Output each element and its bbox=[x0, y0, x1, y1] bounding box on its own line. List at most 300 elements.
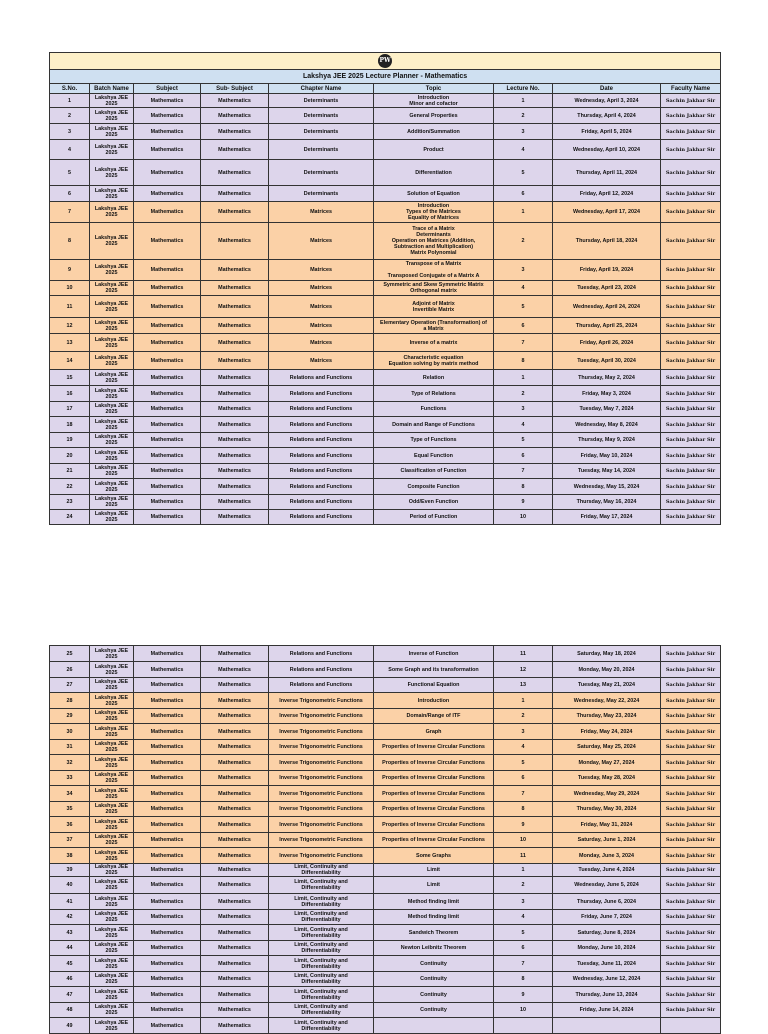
batch-cell: Lakshya JEE 2025 bbox=[90, 510, 134, 525]
lecture-no-cell: 6 bbox=[494, 771, 553, 786]
sno-cell: 15 bbox=[50, 370, 90, 386]
sub-subject-cell: Mathematics bbox=[201, 987, 269, 1003]
lecture-no-cell: 5 bbox=[494, 296, 553, 318]
chapter-cell: Inverse Trigonometric Functions bbox=[269, 802, 374, 817]
faculty-cell: Sachin Jakhar Sir bbox=[661, 386, 721, 402]
sub-subject-cell: Mathematics bbox=[201, 740, 269, 755]
batch-cell: Lakshya JEE 2025 bbox=[90, 864, 134, 877]
sno-cell: 22 bbox=[50, 479, 90, 495]
topic-cell: Period of Function bbox=[374, 510, 494, 525]
chapter-cell: Relations and Functions bbox=[269, 448, 374, 464]
faculty-cell: Sachin Jakhar Sir bbox=[661, 894, 721, 910]
sno-cell: 47 bbox=[50, 987, 90, 1003]
faculty-cell: Sachin Jakhar Sir bbox=[661, 202, 721, 223]
topic-cell: Method finding limit bbox=[374, 894, 494, 910]
date-cell: Friday, April 5, 2024 bbox=[553, 124, 661, 140]
batch-cell: Lakshya JEE 2025 bbox=[90, 1018, 134, 1034]
topic-cell: Adjoint of Matrix Invertible Matrix bbox=[374, 296, 494, 318]
subject-cell: Mathematics bbox=[134, 260, 201, 281]
table-row bbox=[50, 318, 721, 334]
date-cell: Thursday, June 13, 2024 bbox=[553, 987, 661, 1003]
sno-cell: 19 bbox=[50, 433, 90, 448]
subject-cell: Mathematics bbox=[134, 1003, 201, 1018]
subject-cell: Mathematics bbox=[134, 433, 201, 448]
subject-cell: Mathematics bbox=[134, 802, 201, 817]
table-row bbox=[50, 662, 721, 678]
faculty-cell: Sachin Jakhar Sir bbox=[661, 848, 721, 864]
sub-subject-cell: Mathematics bbox=[201, 124, 269, 140]
subject-cell: Mathematics bbox=[134, 662, 201, 678]
batch-cell: Lakshya JEE 2025 bbox=[90, 678, 134, 693]
topic-cell: Functions bbox=[374, 402, 494, 417]
faculty-cell: Sachin Jakhar Sir bbox=[661, 281, 721, 296]
batch-cell: Lakshya JEE 2025 bbox=[90, 318, 134, 334]
date-cell: Wednesday, May 8, 2024 bbox=[553, 417, 661, 433]
date-cell: Tuesday, April 23, 2024 bbox=[553, 281, 661, 296]
faculty-cell: Sachin Jakhar Sir bbox=[661, 296, 721, 318]
topic-cell: Symmetric and Skew Symmetric Matrix Orthogonal matrix bbox=[374, 281, 494, 296]
lecture-no-cell: 6 bbox=[494, 318, 553, 334]
topic-cell: Equal Function bbox=[374, 448, 494, 464]
sno-cell: 32 bbox=[50, 755, 90, 771]
batch-cell: Lakshya JEE 2025 bbox=[90, 1003, 134, 1018]
faculty-cell: Sachin Jakhar Sir bbox=[661, 160, 721, 186]
table-row bbox=[50, 386, 721, 402]
batch-cell: Lakshya JEE 2025 bbox=[90, 910, 134, 925]
faculty-cell: Sachin Jakhar Sir bbox=[661, 510, 721, 525]
subject-cell: Mathematics bbox=[134, 124, 201, 140]
sno-cell: 18 bbox=[50, 417, 90, 433]
sno-cell: 3 bbox=[50, 124, 90, 140]
table-row bbox=[50, 709, 721, 724]
date-cell: Wednesday, April 10, 2024 bbox=[553, 140, 661, 160]
chapter-cell: Limit, Continuity and Differentiability bbox=[269, 910, 374, 925]
subject-cell: Mathematics bbox=[134, 864, 201, 877]
topic-cell: Inverse of a matrix bbox=[374, 334, 494, 352]
topic-cell: Properties of Inverse Circular Functions bbox=[374, 740, 494, 755]
date-cell: Saturday, June 1, 2024 bbox=[553, 833, 661, 848]
chapter-cell: Limit, Continuity and Differentiability bbox=[269, 941, 374, 956]
batch-cell: Lakshya JEE 2025 bbox=[90, 724, 134, 740]
sno-cell: 49 bbox=[50, 1018, 90, 1034]
date-cell: Wednesday, April 17, 2024 bbox=[553, 202, 661, 223]
subject-cell: Mathematics bbox=[134, 709, 201, 724]
faculty-cell: Sachin Jakhar Sir bbox=[661, 864, 721, 877]
chapter-cell: Relations and Functions bbox=[269, 417, 374, 433]
table-row bbox=[50, 755, 721, 771]
table-row bbox=[50, 972, 721, 987]
subject-cell: Mathematics bbox=[134, 894, 201, 910]
subject-cell: Mathematics bbox=[134, 972, 201, 987]
table-row bbox=[50, 724, 721, 740]
table-row bbox=[50, 495, 721, 510]
table-row bbox=[50, 510, 721, 525]
sno-cell: 29 bbox=[50, 709, 90, 724]
sno-cell: 23 bbox=[50, 495, 90, 510]
lecture-no-cell: 7 bbox=[494, 334, 553, 352]
faculty-cell: Sachin Jakhar Sir bbox=[661, 334, 721, 352]
chapter-cell: Matrices bbox=[269, 281, 374, 296]
batch-cell: Lakshya JEE 2025 bbox=[90, 972, 134, 987]
lecture-no-cell: 4 bbox=[494, 740, 553, 755]
col-header: Date bbox=[553, 84, 661, 94]
batch-cell: Lakshya JEE 2025 bbox=[90, 662, 134, 678]
date-cell: Wednesday, April 3, 2024 bbox=[553, 94, 661, 108]
chapter-cell: Inverse Trigonometric Functions bbox=[269, 771, 374, 786]
table-row bbox=[50, 817, 721, 833]
date-cell: Monday, June 3, 2024 bbox=[553, 848, 661, 864]
batch-cell: Lakshya JEE 2025 bbox=[90, 160, 134, 186]
batch-cell: Lakshya JEE 2025 bbox=[90, 740, 134, 755]
subject-cell: Mathematics bbox=[134, 510, 201, 525]
lecture-no-cell: 2 bbox=[494, 877, 553, 894]
faculty-cell: Sachin Jakhar Sir bbox=[661, 910, 721, 925]
chapter-cell: Limit, Continuity and Differentiability bbox=[269, 925, 374, 941]
topic-cell: Characteristic equation Equation solving by matrix method bbox=[374, 352, 494, 370]
lecture-no-cell: 5 bbox=[494, 433, 553, 448]
lecture-no-cell: 8 bbox=[494, 479, 553, 495]
topic-cell: Solution of Equation bbox=[374, 186, 494, 202]
col-header: Subject bbox=[134, 84, 201, 94]
faculty-cell: Sachin Jakhar Sir bbox=[661, 833, 721, 848]
sub-subject-cell: Mathematics bbox=[201, 894, 269, 910]
subject-cell: Mathematics bbox=[134, 464, 201, 479]
date-cell: Thursday, June 6, 2024 bbox=[553, 894, 661, 910]
chapter-cell: Determinants bbox=[269, 140, 374, 160]
date-cell: Thursday, May 23, 2024 bbox=[553, 709, 661, 724]
date-cell: Monday, May 20, 2024 bbox=[553, 662, 661, 678]
batch-cell: Lakshya JEE 2025 bbox=[90, 124, 134, 140]
chapter-cell: Relations and Functions bbox=[269, 678, 374, 693]
faculty-cell: Sachin Jakhar Sir bbox=[661, 433, 721, 448]
subject-cell: Mathematics bbox=[134, 925, 201, 941]
lecture-no-cell: 10 bbox=[494, 510, 553, 525]
sno-cell: 7 bbox=[50, 202, 90, 223]
planner-title: Lakshya JEE 2025 Lecture Planner - Mathematics bbox=[50, 70, 721, 84]
sub-subject-cell: Mathematics bbox=[201, 693, 269, 709]
topic-cell: Relation bbox=[374, 370, 494, 386]
sub-subject-cell: Mathematics bbox=[201, 186, 269, 202]
sno-cell: 33 bbox=[50, 771, 90, 786]
subject-cell: Mathematics bbox=[134, 495, 201, 510]
faculty-cell: Sachin Jakhar Sir bbox=[661, 724, 721, 740]
faculty-cell: Sachin Jakhar Sir bbox=[661, 318, 721, 334]
faculty-cell: Sachin Jakhar Sir bbox=[661, 987, 721, 1003]
sub-subject-cell: Mathematics bbox=[201, 334, 269, 352]
date-cell: Tuesday, June 11, 2024 bbox=[553, 956, 661, 972]
date-cell: Friday, May 24, 2024 bbox=[553, 724, 661, 740]
lecture-no-cell: 3 bbox=[494, 402, 553, 417]
lecture-no-cell: 2 bbox=[494, 223, 553, 260]
topic-cell: Some Graphs bbox=[374, 848, 494, 864]
lecture-no-cell: 9 bbox=[494, 987, 553, 1003]
lecture-no-cell: 5 bbox=[494, 925, 553, 941]
topic-cell: Introduction Types of the Matrices Equality of Matrices bbox=[374, 202, 494, 223]
subject-cell: Mathematics bbox=[134, 402, 201, 417]
topic-cell: Domain and Range of Functions bbox=[374, 417, 494, 433]
faculty-cell: Sachin Jakhar Sir bbox=[661, 495, 721, 510]
topic-cell: Addition/Summation bbox=[374, 124, 494, 140]
lecture-no-cell: 3 bbox=[494, 260, 553, 281]
sno-cell: 5 bbox=[50, 160, 90, 186]
sub-subject-cell: Mathematics bbox=[201, 817, 269, 833]
subject-cell: Mathematics bbox=[134, 1018, 201, 1034]
date-cell: Thursday, May 16, 2024 bbox=[553, 495, 661, 510]
faculty-cell: Sachin Jakhar Sir bbox=[661, 108, 721, 124]
chapter-cell: Relations and Functions bbox=[269, 433, 374, 448]
table-row bbox=[50, 740, 721, 755]
lecture-no-cell: 10 bbox=[494, 833, 553, 848]
sub-subject-cell: Mathematics bbox=[201, 662, 269, 678]
topic-cell: Method finding limit bbox=[374, 910, 494, 925]
lecture-no-cell: 12 bbox=[494, 662, 553, 678]
planner-page-2 bbox=[49, 645, 720, 1034]
faculty-cell: Sachin Jakhar Sir bbox=[661, 802, 721, 817]
table-row bbox=[50, 646, 721, 662]
faculty-cell: Sachin Jakhar Sir bbox=[661, 402, 721, 417]
sub-subject-cell: Mathematics bbox=[201, 370, 269, 386]
date-cell: Monday, June 10, 2024 bbox=[553, 941, 661, 956]
chapter-cell: Matrices bbox=[269, 318, 374, 334]
sno-cell: 14 bbox=[50, 352, 90, 370]
chapter-cell: Relations and Functions bbox=[269, 479, 374, 495]
sub-subject-cell: Mathematics bbox=[201, 1018, 269, 1034]
batch-cell: Lakshya JEE 2025 bbox=[90, 495, 134, 510]
topic-cell: Type of Functions bbox=[374, 433, 494, 448]
chapter-cell: Inverse Trigonometric Functions bbox=[269, 848, 374, 864]
lecture-no-cell: 2 bbox=[494, 386, 553, 402]
lecture-no-cell: 3 bbox=[494, 894, 553, 910]
batch-cell: Lakshya JEE 2025 bbox=[90, 296, 134, 318]
sub-subject-cell: Mathematics bbox=[201, 202, 269, 223]
sno-cell: 2 bbox=[50, 108, 90, 124]
batch-cell: Lakshya JEE 2025 bbox=[90, 877, 134, 894]
sno-cell: 1 bbox=[50, 94, 90, 108]
subject-cell: Mathematics bbox=[134, 817, 201, 833]
sub-subject-cell: Mathematics bbox=[201, 972, 269, 987]
lecture-table-1 bbox=[49, 52, 721, 525]
chapter-cell: Relations and Functions bbox=[269, 510, 374, 525]
faculty-cell: Sachin Jakhar Sir bbox=[661, 678, 721, 693]
sno-cell: 16 bbox=[50, 386, 90, 402]
chapter-cell: Inverse Trigonometric Functions bbox=[269, 786, 374, 802]
date-cell: Thursday, April 11, 2024 bbox=[553, 160, 661, 186]
date-cell: Tuesday, May 21, 2024 bbox=[553, 678, 661, 693]
date-cell: Friday, May 3, 2024 bbox=[553, 386, 661, 402]
date-cell: Wednesday, June 12, 2024 bbox=[553, 972, 661, 987]
batch-cell: Lakshya JEE 2025 bbox=[90, 386, 134, 402]
table-row bbox=[50, 771, 721, 786]
chapter-cell: Matrices bbox=[269, 296, 374, 318]
table-row bbox=[50, 417, 721, 433]
sno-cell: 4 bbox=[50, 140, 90, 160]
lecture-no-cell: 2 bbox=[494, 108, 553, 124]
faculty-cell bbox=[661, 1018, 721, 1034]
batch-cell: Lakshya JEE 2025 bbox=[90, 417, 134, 433]
batch-cell: Lakshya JEE 2025 bbox=[90, 802, 134, 817]
subject-cell: Mathematics bbox=[134, 94, 201, 108]
date-cell: Tuesday, May 14, 2024 bbox=[553, 464, 661, 479]
table-row bbox=[50, 941, 721, 956]
batch-cell: Lakshya JEE 2025 bbox=[90, 352, 134, 370]
batch-cell: Lakshya JEE 2025 bbox=[90, 108, 134, 124]
sub-subject-cell: Mathematics bbox=[201, 709, 269, 724]
table-row bbox=[50, 281, 721, 296]
sub-subject-cell: Mathematics bbox=[201, 910, 269, 925]
batch-cell: Lakshya JEE 2025 bbox=[90, 479, 134, 495]
lecture-no-cell bbox=[494, 1018, 553, 1034]
sub-subject-cell: Mathematics bbox=[201, 786, 269, 802]
lecture-no-cell: 1 bbox=[494, 94, 553, 108]
sub-subject-cell: Mathematics bbox=[201, 925, 269, 941]
date-cell: Saturday, June 8, 2024 bbox=[553, 925, 661, 941]
lecture-no-cell: 13 bbox=[494, 678, 553, 693]
faculty-cell: Sachin Jakhar Sir bbox=[661, 972, 721, 987]
lecture-no-cell: 11 bbox=[494, 848, 553, 864]
topic-cell: Transpose of a Matrix Transposed Conjugate of a Matrix A bbox=[374, 260, 494, 281]
batch-cell: Lakshya JEE 2025 bbox=[90, 771, 134, 786]
lecture-no-cell: 3 bbox=[494, 724, 553, 740]
faculty-cell: Sachin Jakhar Sir bbox=[661, 479, 721, 495]
topic-cell: Some Graph and its transformation bbox=[374, 662, 494, 678]
table-row bbox=[50, 334, 721, 352]
batch-cell: Lakshya JEE 2025 bbox=[90, 894, 134, 910]
faculty-cell: Sachin Jakhar Sir bbox=[661, 646, 721, 662]
chapter-cell: Matrices bbox=[269, 223, 374, 260]
faculty-cell: Sachin Jakhar Sir bbox=[661, 941, 721, 956]
faculty-cell: Sachin Jakhar Sir bbox=[661, 464, 721, 479]
faculty-cell: Sachin Jakhar Sir bbox=[661, 448, 721, 464]
topic-cell: Properties of Inverse Circular Functions bbox=[374, 802, 494, 817]
date-cell: Saturday, May 18, 2024 bbox=[553, 646, 661, 662]
date-cell: Friday, April 12, 2024 bbox=[553, 186, 661, 202]
lecture-no-cell: 6 bbox=[494, 941, 553, 956]
subject-cell: Mathematics bbox=[134, 755, 201, 771]
batch-cell: Lakshya JEE 2025 bbox=[90, 755, 134, 771]
table-row bbox=[50, 448, 721, 464]
table-row bbox=[50, 124, 721, 140]
subject-cell: Mathematics bbox=[134, 833, 201, 848]
sno-cell: 46 bbox=[50, 972, 90, 987]
subject-cell: Mathematics bbox=[134, 941, 201, 956]
sub-subject-cell: Mathematics bbox=[201, 402, 269, 417]
topic-cell: Introduction bbox=[374, 693, 494, 709]
batch-cell: Lakshya JEE 2025 bbox=[90, 281, 134, 296]
date-cell bbox=[553, 1018, 661, 1034]
table-row bbox=[50, 786, 721, 802]
lecture-table-2 bbox=[49, 645, 721, 1034]
subject-cell: Mathematics bbox=[134, 910, 201, 925]
sno-cell: 8 bbox=[50, 223, 90, 260]
sno-cell: 35 bbox=[50, 802, 90, 817]
table-row bbox=[50, 833, 721, 848]
table-row bbox=[50, 479, 721, 495]
title-bar bbox=[50, 70, 721, 84]
sub-subject-cell: Mathematics bbox=[201, 510, 269, 525]
table-row bbox=[50, 223, 721, 260]
topic-cell: General Properties bbox=[374, 108, 494, 124]
subject-cell: Mathematics bbox=[134, 786, 201, 802]
faculty-cell: Sachin Jakhar Sir bbox=[661, 740, 721, 755]
lecture-no-cell: 5 bbox=[494, 755, 553, 771]
chapter-cell: Limit, Continuity and Differentiability bbox=[269, 864, 374, 877]
batch-cell: Lakshya JEE 2025 bbox=[90, 94, 134, 108]
faculty-cell: Sachin Jakhar Sir bbox=[661, 693, 721, 709]
batch-cell: Lakshya JEE 2025 bbox=[90, 646, 134, 662]
faculty-cell: Sachin Jakhar Sir bbox=[661, 925, 721, 941]
sub-subject-cell: Mathematics bbox=[201, 160, 269, 186]
table-row bbox=[50, 925, 721, 941]
topic-cell: Continuity bbox=[374, 956, 494, 972]
table-row bbox=[50, 1003, 721, 1018]
lecture-no-cell: 4 bbox=[494, 417, 553, 433]
topic-cell: Introduction Minor and cofactor bbox=[374, 94, 494, 108]
chapter-cell: Limit, Continuity and Differentiability bbox=[269, 877, 374, 894]
chapter-cell: Relations and Functions bbox=[269, 646, 374, 662]
sno-cell: 27 bbox=[50, 678, 90, 693]
sub-subject-cell: Mathematics bbox=[201, 296, 269, 318]
subject-cell: Mathematics bbox=[134, 479, 201, 495]
topic-cell: Properties of Inverse Circular Functions bbox=[374, 771, 494, 786]
subject-cell: Mathematics bbox=[134, 987, 201, 1003]
batch-cell: Lakshya JEE 2025 bbox=[90, 223, 134, 260]
sub-subject-cell: Mathematics bbox=[201, 223, 269, 260]
sub-subject-cell: Mathematics bbox=[201, 877, 269, 894]
date-cell: Friday, April 19, 2024 bbox=[553, 260, 661, 281]
subject-cell: Mathematics bbox=[134, 108, 201, 124]
date-cell: Wednesday, June 5, 2024 bbox=[553, 877, 661, 894]
batch-cell: Lakshya JEE 2025 bbox=[90, 448, 134, 464]
sno-cell: 6 bbox=[50, 186, 90, 202]
subject-cell: Mathematics bbox=[134, 318, 201, 334]
col-header: Faculty Name bbox=[661, 84, 721, 94]
sub-subject-cell: Mathematics bbox=[201, 281, 269, 296]
subject-cell: Mathematics bbox=[134, 223, 201, 260]
sub-subject-cell: Mathematics bbox=[201, 678, 269, 693]
faculty-cell: Sachin Jakhar Sir bbox=[661, 662, 721, 678]
table-row bbox=[50, 260, 721, 281]
topic-cell: Properties of Inverse Circular Functions bbox=[374, 817, 494, 833]
sno-cell: 30 bbox=[50, 724, 90, 740]
subject-cell: Mathematics bbox=[134, 646, 201, 662]
sub-subject-cell: Mathematics bbox=[201, 771, 269, 786]
table-row bbox=[50, 464, 721, 479]
batch-cell: Lakshya JEE 2025 bbox=[90, 925, 134, 941]
date-cell: Saturday, May 25, 2024 bbox=[553, 740, 661, 755]
topic-cell bbox=[374, 1018, 494, 1034]
lecture-no-cell: 10 bbox=[494, 1003, 553, 1018]
lecture-no-cell: 11 bbox=[494, 646, 553, 662]
date-cell: Thursday, April 25, 2024 bbox=[553, 318, 661, 334]
chapter-cell: Determinants bbox=[269, 186, 374, 202]
sub-subject-cell: Mathematics bbox=[201, 386, 269, 402]
chapter-cell: Matrices bbox=[269, 334, 374, 352]
table-row bbox=[50, 352, 721, 370]
sub-subject-cell: Mathematics bbox=[201, 833, 269, 848]
lecture-no-cell: 8 bbox=[494, 802, 553, 817]
lecture-no-cell: 6 bbox=[494, 186, 553, 202]
date-cell: Thursday, May 9, 2024 bbox=[553, 433, 661, 448]
date-cell: Thursday, April 4, 2024 bbox=[553, 108, 661, 124]
chapter-cell: Inverse Trigonometric Functions bbox=[269, 817, 374, 833]
sub-subject-cell: Mathematics bbox=[201, 479, 269, 495]
faculty-cell: Sachin Jakhar Sir bbox=[661, 124, 721, 140]
sno-cell: 48 bbox=[50, 1003, 90, 1018]
chapter-cell: Relations and Functions bbox=[269, 386, 374, 402]
table-row bbox=[50, 140, 721, 160]
date-cell: Friday, June 14, 2024 bbox=[553, 1003, 661, 1018]
col-header: Topic bbox=[374, 84, 494, 94]
